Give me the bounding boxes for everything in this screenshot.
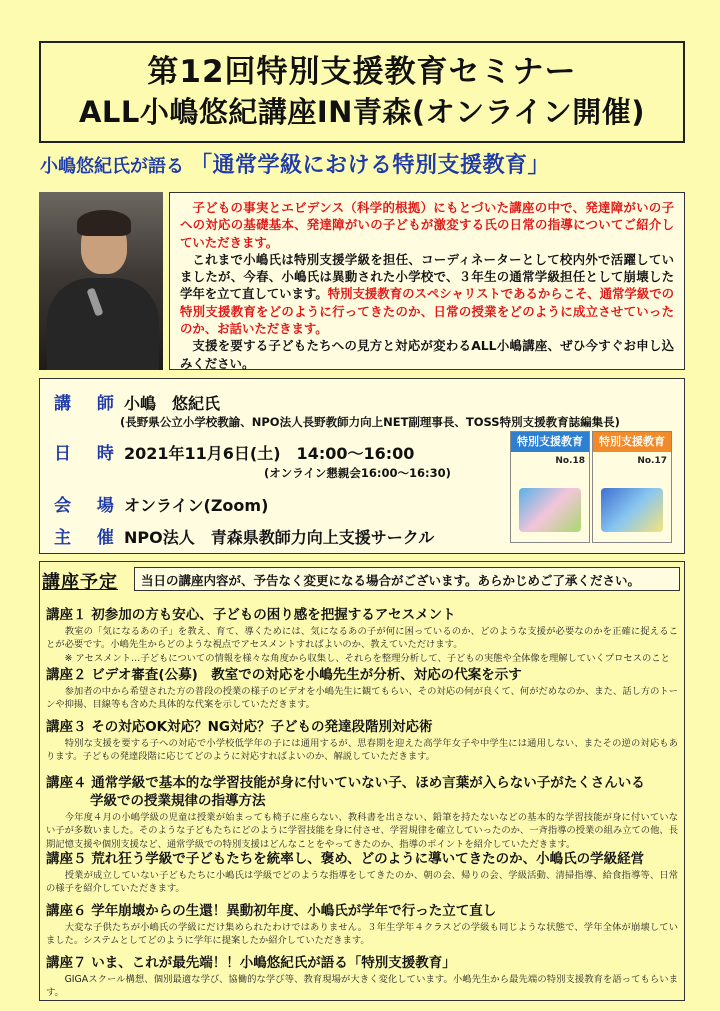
info-val-host: NPO法人 青森県教師力向上支援サークル: [124, 528, 435, 547]
lecture-desc: 大変な子供たちが小嶋氏の学級にだけ集められたわけではありません。３年生学年４クラスどの学級も同じような状態で、学年全体が崩壊していました。システムとしてどのように学年に提案したか紹介していただきます。: [46, 922, 678, 947]
info-val-lecturer: 小嶋 悠紀氏: [124, 394, 221, 413]
magazine-volume: No.18: [555, 456, 585, 466]
info-key-venue: 会 場: [54, 496, 124, 516]
info-row-lecturer: [54, 389, 220, 414]
photo-body-shape: [47, 278, 159, 370]
magazine-title: 特別支援教育: [599, 435, 665, 448]
info-val-date: 2021年11月6日(土) 14:00～16:00: [124, 444, 415, 463]
intro-paragraph-2-plain: これまで小嶋氏は特別支援学級を担任、コーディネーターとして校内外で活躍していましたが、今春、小嶋氏は異動された小学校で、３年生の通常学級担任として崩壊した学年を立て直しています。: [180, 251, 674, 302]
info-row-host: [54, 523, 434, 548]
magazine-cover-18: [510, 431, 590, 543]
date-note: (オンライン懇親会16:00～16:30): [264, 466, 451, 480]
intro-paragraph-3: 支援を要する子どもたちへの見方と対応が変わるALL小嶋講座、ぜひ今すぐお申し込みください。: [180, 338, 674, 371]
lecture-title: 講座６ 学年崩壊からの生還！異動初年度、小嶋氏が学年で行った立て直し: [46, 903, 497, 919]
title-box: [39, 41, 685, 143]
magazine-art: [519, 488, 581, 532]
lecture-title: 講座３ その対応OK対応？NG対応？子どもの発達段階別対応術: [46, 719, 433, 735]
lecture-title-continued: 学級での授業規律の指導方法: [90, 793, 266, 809]
lecture-title: 講座２ ビデオ審査(公募) 教室での対応を小嶋先生が分析、対応の代案を示す: [46, 667, 522, 683]
intro-paragraph-2-highlight: 特別支援教育のスペシャリストであるからこそ、通常学級での特別支援教育をどのように行ってきたのか、日常の授業をどのように成立させていったのか、お話いただきます。: [180, 286, 674, 337]
info-row-venue: [54, 491, 268, 516]
info-key-host: 主 催: [54, 528, 124, 548]
intro-text-box: [169, 192, 685, 370]
magazine-cover-17: [592, 431, 672, 543]
photo-hair-shape: [77, 210, 131, 236]
lecturer-photo: [39, 192, 163, 370]
info-key-lecturer: 講 師: [54, 394, 124, 414]
lecture-note: ※ アセスメント…子どもについての情報を様々な角度から収集し、それらを整理分析して、子どもの実態や全体像を理解していくプロセスのこと: [64, 652, 670, 664]
theme-main: 「通常学級における特別支援教育」: [190, 153, 551, 178]
lecture-title: 講座４ 通常学級で基本的な学習技能が身に付いていない子、ほめ言葉が入らない子がたくさんいる 学級での授業規律の指導方法: [46, 774, 678, 810]
lecture-desc: 参加者の中から希望された方の普段の授業の様子のビデオを小嶋先生に観てもらい、その対応の何が良くて、何がだめなのか、また、話し方のトーンや抑揚、目線等も含めた具体的な代案を示していただきます。: [46, 686, 678, 711]
theme-lead: 小嶋悠紀氏が語る: [40, 156, 184, 177]
info-row-date: [54, 439, 414, 464]
lecture-item-6: [46, 902, 678, 948]
info-val-venue: オンライン(Zoom): [124, 496, 269, 515]
lecture-desc: GIGAスクール構想、個別最適な学び、協働的な学び等、教育現場が大きく変化しています。小嶋先生から最先端の特別支援教育を語ってもらいます。: [46, 974, 678, 999]
schedule-heading: 講座予定: [42, 572, 118, 593]
page-title: 第12回特別支援教育セミナー: [147, 54, 577, 90]
lecture-desc: 教室の「気になるあの子」を教え、育て、導くためには、気になるあの子が何に困っているのか、どのような支援が必要なのかを正確に捉えることが必要です。小嶋先生からどのような視点でアセスメントすればよいのか、教えていただけます。 ※ アセスメント…子どもについての情報を様々な角度から収集し、それらを整理分析して、子どもの実態や全体像を理解していくプロセスのこと: [46, 626, 678, 664]
magazine-volume: No.17: [637, 456, 667, 466]
lecture-title: 講座７ いま、これが最先端！！小嶋悠紀氏が語る「特別支援教育」: [46, 955, 456, 971]
lecture-desc: 特別な支援を要する子への対応で小学校低学年の子には通用するが、思春期を迎えた高学年女子や中学生には通用しない、またその逆の対応もあります。子どもの発達段階に応じてどのように対応すればよいのか、解説していただきます。: [46, 738, 678, 763]
intro-paragraph-2: [180, 251, 674, 337]
lecture-item-4: [46, 774, 678, 851]
lecture-item-7: [46, 954, 678, 1000]
schedule-box: [39, 561, 685, 1001]
lecturer-affiliation: (長野県公立小学校教諭、NPO法人長野教師力向上NET副理事長、TOSS特別支援教育誌編集長): [120, 415, 620, 429]
theme-heading: [40, 148, 700, 182]
lecture-desc: 授業が成立していない子どもたちに小嶋氏は学級でどのような指導をしてきたのか、朝の会、帰りの会、学級活動、清掃指導、給食指導等、日常の様子を紹介していただきます。: [46, 870, 678, 895]
lecture-title: 講座１ 初参加の方も安心、子どもの困り感を把握するアセスメント: [46, 607, 456, 623]
lecture-item-3: [46, 718, 678, 764]
event-info-box: [39, 378, 685, 554]
lecture-item-5: [46, 850, 678, 896]
info-key-date: 日 時: [54, 444, 124, 464]
magazine-art: [601, 488, 663, 532]
lecture-title: 講座５ 荒れ狂う学級で子どもたちを統率し、褒め、どのように導いてきたのか、小嶋氏の学級経営: [46, 851, 645, 867]
lecture-item-1: [46, 606, 678, 665]
magazine-title: 特別支援教育: [517, 435, 583, 448]
page-subtitle: ALL小嶋悠紀講座IN青森(オンライン開催): [78, 95, 646, 129]
lecture-item-2: [46, 666, 678, 712]
schedule-notice: 当日の講座内容が、予告なく変更になる場合がございます。あらかじめご了承ください。: [134, 567, 680, 591]
lecture-desc: 今年度４月の小嶋学級の児童は授業が始まっても椅子に座らない、教科書を出さない、鉛筆を持たないなどの基本的な学習技能が身に付いていない子が多数いました。そのような子どもたちにどのように学習技能を身に付させ、学習規律を確立していったのか、一斉指導の授業の組み立ての他、長期記憶支援や個別支援など、通常学級での特別支援はどんなことをやってきたのか、指導のポイントを紹介していただきます。: [46, 812, 678, 850]
intro-paragraph-1: 子どもの事実とエビデンス（科学的根拠）にもとづいた講座の中で、発達障がいの子への対応の基礎基本、発達障がいの子どもが激変する氏の日常の指導についてご紹介していただきます。: [180, 200, 674, 250]
